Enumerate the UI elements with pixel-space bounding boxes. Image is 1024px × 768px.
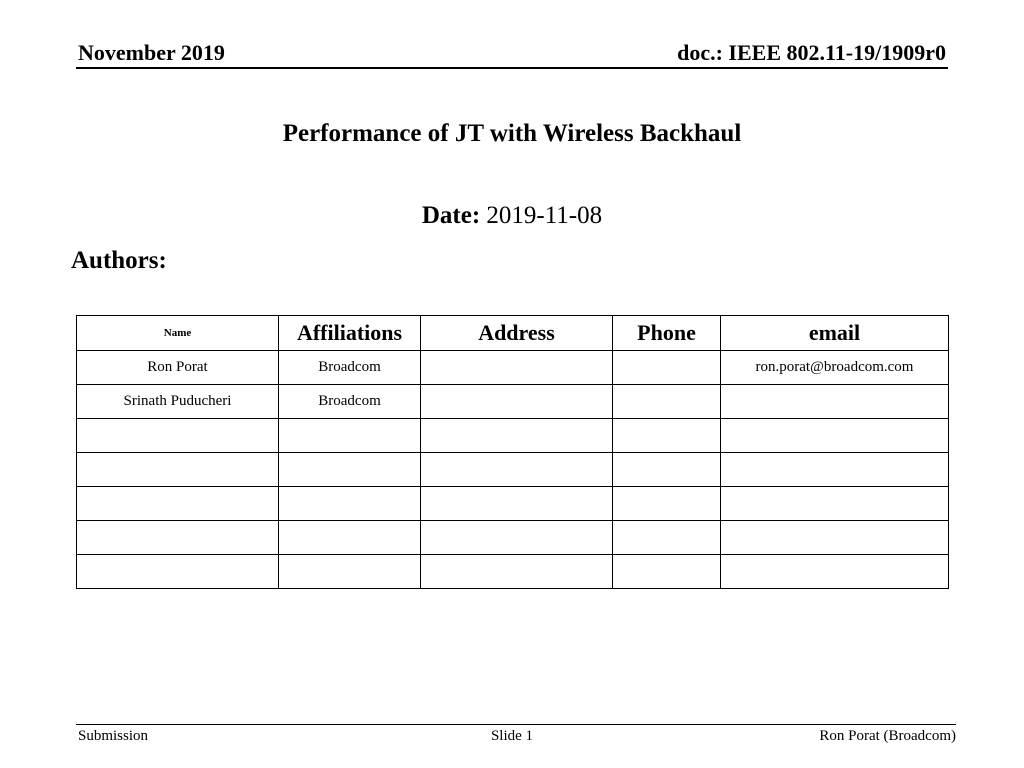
cell-address: [421, 487, 613, 521]
cell-affiliation: [279, 555, 421, 589]
cell-name: [77, 555, 279, 589]
cell-affiliation: Broadcom: [279, 351, 421, 385]
cell-phone: [613, 351, 721, 385]
cell-name: [77, 487, 279, 521]
table-row: [77, 453, 949, 487]
cell-address: [421, 555, 613, 589]
cell-phone: [613, 487, 721, 521]
cell-affiliation: Broadcom: [279, 385, 421, 419]
column-header-affiliations: Affiliations: [279, 316, 421, 351]
cell-email: [721, 521, 949, 555]
table-row: [77, 419, 949, 453]
authors-heading: Authors:: [71, 247, 167, 274]
cell-affiliation: [279, 487, 421, 521]
date-value: 2019-11-08: [486, 202, 603, 229]
column-header-address: Address: [421, 316, 613, 351]
footer-submission: Submission: [78, 728, 149, 744]
cell-phone: [613, 385, 721, 419]
footer-slide-number: Slide 1: [490, 728, 534, 744]
cell-email: ron.porat@broadcom.com: [721, 351, 949, 385]
header-date: November 2019: [78, 40, 225, 65]
cell-name: [77, 453, 279, 487]
table-row: [77, 555, 949, 589]
cell-affiliation: [279, 453, 421, 487]
cell-email: [721, 555, 949, 589]
table-row: [77, 351, 949, 385]
page-title: Performance of JT with Wireless Backhaul: [282, 120, 742, 147]
footer-divider: [76, 724, 956, 725]
header-doc-number: doc.: IEEE 802.11-19/1909r0: [677, 40, 946, 65]
cell-address: [421, 385, 613, 419]
cell-name: [77, 419, 279, 453]
table-row: [77, 385, 949, 419]
cell-name: Ron Porat: [77, 351, 279, 385]
date-line: [0, 202, 1024, 230]
cell-email: [721, 487, 949, 521]
cell-address: [421, 351, 613, 385]
header-divider: [76, 67, 948, 69]
cell-affiliation: [279, 521, 421, 555]
cell-email: [721, 385, 949, 419]
table-row: [77, 521, 949, 555]
cell-name: [77, 521, 279, 555]
cell-address: [421, 521, 613, 555]
column-header-name: Name: [77, 316, 279, 351]
cell-address: [421, 453, 613, 487]
authors-table: [76, 315, 949, 589]
cell-address: [421, 419, 613, 453]
cell-email: [721, 453, 949, 487]
table-header-row: [77, 316, 949, 351]
footer-author: Ron Porat (Broadcom): [819, 728, 956, 744]
cell-email: [721, 419, 949, 453]
cell-phone: [613, 453, 721, 487]
cell-phone: [613, 419, 721, 453]
cell-affiliation: [279, 419, 421, 453]
table-row: [77, 487, 949, 521]
cell-phone: [613, 521, 721, 555]
date-label: Date:: [421, 202, 481, 229]
cell-phone: [613, 555, 721, 589]
column-header-phone: Phone: [613, 316, 721, 351]
column-header-email: email: [721, 316, 949, 351]
cell-name: Srinath Puducheri: [77, 385, 279, 419]
